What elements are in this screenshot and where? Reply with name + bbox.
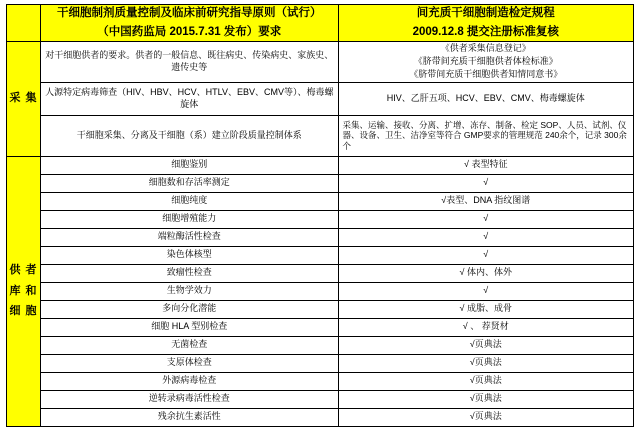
quality-item-result-9: √ 、 荐贤材 [338, 318, 633, 336]
table-row [7, 372, 634, 390]
section-label-donor-cells-text: 供 者 库 和 细 胞 [9, 263, 38, 318]
collection-right-0-line1: 《脐带间充质干细胞供者体检标准》 [413, 56, 558, 66]
quality-item-name-14: 残余抗生素活性 [41, 408, 338, 426]
table-row [7, 318, 634, 336]
table-row [7, 300, 634, 318]
table-row [7, 408, 634, 426]
table-row [7, 174, 634, 192]
quality-item-result-3: √ [338, 210, 633, 228]
table-row [7, 336, 634, 354]
table-row [7, 210, 634, 228]
table-row [7, 82, 634, 115]
collection-right-0-line2: 《脐带间充质干细胞供者知情同意书》 [409, 69, 563, 80]
collection-right-1: HIV、乙肝五项、HCV、EBV、CMV、梅毒螺旋体 [338, 82, 633, 115]
quality-item-name-6: 致瘤性检查 [41, 264, 338, 282]
quality-item-result-0: √ 表型特征 [338, 156, 633, 174]
header-left-title [41, 5, 338, 42]
collection-left-2: 干细胞采集、分离及干细胞（系）建立阶段质量控制体系 [41, 115, 338, 156]
quality-item-result-7: √ [338, 282, 633, 300]
table-row [7, 41, 634, 82]
quality-item-result-6: √ 体内、体外 [338, 264, 633, 282]
quality-item-name-10: 无菌检查 [41, 336, 338, 354]
table-row [7, 156, 634, 174]
section-label-donor-cells [7, 156, 41, 426]
collection-right-2: 采集、运输、接收、分离、扩增、冻存、制备、检定 SOP、人员、试剂、仪器、设备、卫生、洁净室等符合 GMP要求的管理规范 240余个，记录 300余个 [338, 115, 633, 156]
quality-item-name-13: 逆转录病毒活性检查 [41, 390, 338, 408]
quality-item-result-4: √ [338, 228, 633, 246]
quality-item-result-10: √页典法 [338, 336, 633, 354]
quality-item-name-8: 多向分化潜能 [41, 300, 338, 318]
header-corner-cell [7, 5, 41, 42]
quality-item-name-9: 细胞 HLA 型别检查 [41, 318, 338, 336]
quality-item-result-2: √表型、DNA 指纹图谱 [338, 192, 633, 210]
table-row [7, 390, 634, 408]
collection-right-0-line0: 《供者采集信息登记》 [440, 42, 531, 53]
quality-item-name-0: 细胞鉴别 [41, 156, 338, 174]
quality-item-result-8: √ 成脂、成骨 [338, 300, 633, 318]
quality-item-name-12: 外源病毒检查 [41, 372, 338, 390]
quality-item-result-14: √页典法 [338, 408, 633, 426]
quality-item-name-11: 支原体检查 [41, 354, 338, 372]
quality-item-result-5: √ [338, 246, 633, 264]
collection-left-0: 对干细胞供者的要求。供者的一般信息、既往病史、传染病史、家族史、遗传史等 [41, 41, 338, 82]
quality-item-result-1: √ [338, 174, 633, 192]
collection-right-0 [338, 41, 633, 82]
table-row [7, 115, 634, 156]
table-row [7, 282, 634, 300]
header-right-title-line1: 间充质干细胞制造检定规程 [416, 7, 555, 19]
table-header-row [7, 5, 634, 42]
table-row [7, 354, 634, 372]
quality-item-result-11: √页典法 [338, 354, 633, 372]
table-row [7, 228, 634, 246]
table-row [7, 246, 634, 264]
section-label-collection: 采 集 [7, 41, 41, 156]
header-right-title-line2: 2009.12.8 提交注册标准复核 [412, 26, 559, 39]
quality-item-result-12: √页典法 [338, 372, 633, 390]
table-row [7, 192, 634, 210]
header-right-title [338, 5, 633, 42]
comparison-table [6, 4, 634, 427]
quality-item-name-4: 端粒酶活性检查 [41, 228, 338, 246]
quality-item-name-7: 生物学效力 [41, 282, 338, 300]
quality-item-name-2: 细胞纯度 [41, 192, 338, 210]
table-row [7, 264, 634, 282]
quality-item-result-13: √页典法 [338, 390, 633, 408]
quality-item-name-5: 染色体核型 [41, 246, 338, 264]
quality-item-name-1: 细胞数和存活率测定 [41, 174, 338, 192]
header-left-title-line2: （中国药监局 2015.7.31 发布）要求 [97, 26, 282, 39]
header-left-title-line1: 干细胞制剂质量控制及临床前研究指导原则（试行） [57, 7, 322, 19]
quality-item-name-3: 细胞增殖能力 [41, 210, 338, 228]
collection-left-1: 人源特定病毒筛查（HIV、HBV、HCV、HTLV、EBV、CMV等）、梅毒螺旋体 [41, 82, 338, 115]
